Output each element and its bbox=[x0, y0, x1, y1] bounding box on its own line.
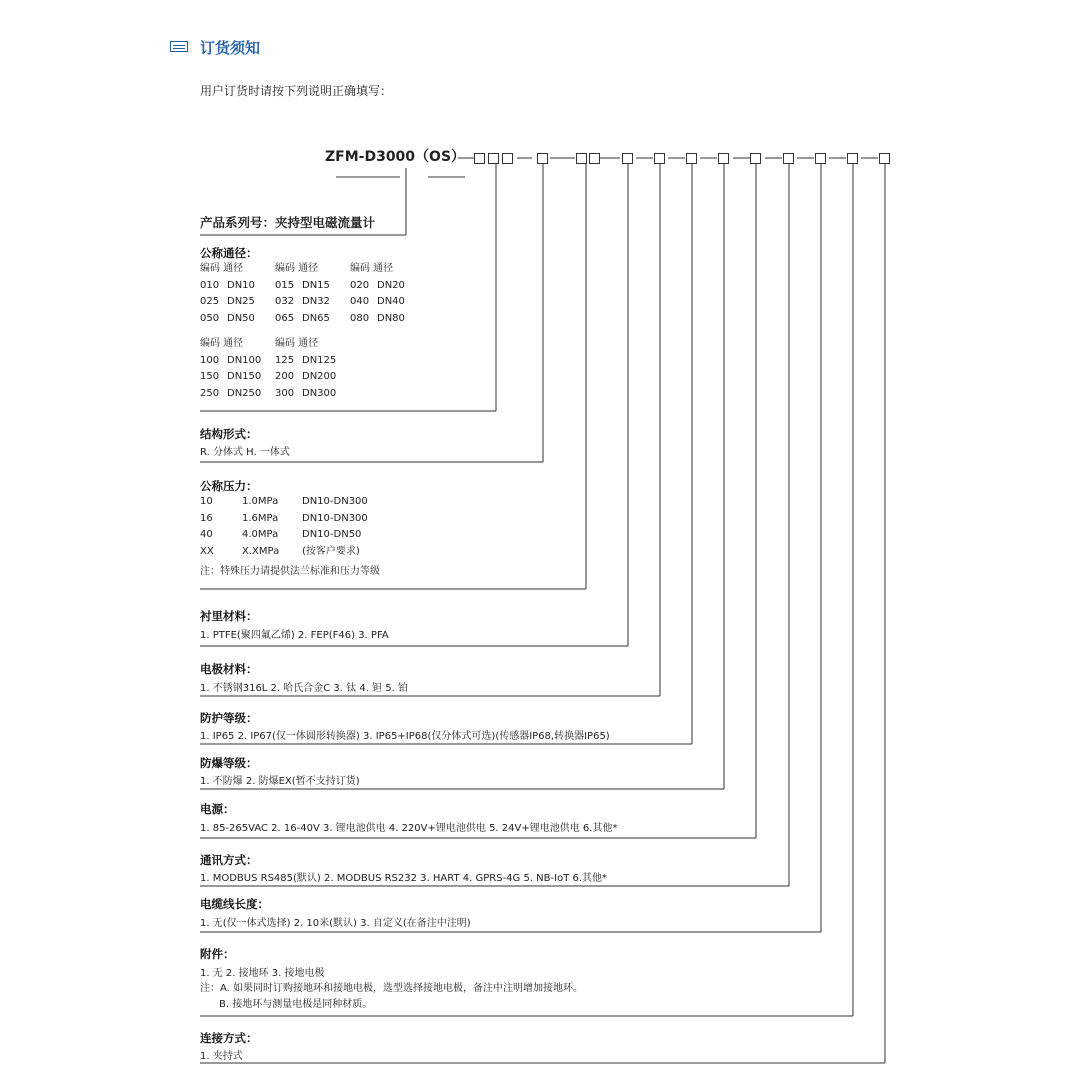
diameter-code: 025 bbox=[200, 296, 220, 307]
lining-options: 1. PTFE(聚四氟乙烯) 2. FEP(F46) 3. PFA bbox=[200, 630, 389, 641]
accessory-note-a: 注：A. 如果同时订购接地环和接地电极，选型选择接地电极，备注中注明增加接地环。 bbox=[200, 983, 584, 994]
pressure-code: 40 bbox=[200, 529, 213, 540]
connection-title: 连接方式： bbox=[200, 1031, 258, 1045]
diameter-header: 编码 通径 bbox=[200, 338, 244, 349]
diameter-value: DN15 bbox=[302, 279, 330, 291]
pressure-range: DN10-DN300 bbox=[302, 512, 368, 524]
power-options: 1. 85-265VAC 2. 16-40V 3. 锂电池供电 4. 220V+锂电池供电 5. 24V+锂电池供电 6.其他* bbox=[200, 823, 618, 834]
diameter-value: DN80 bbox=[377, 312, 405, 324]
cable-title: 电缆线长度： bbox=[200, 897, 269, 911]
diameter-value: DN300 bbox=[302, 387, 337, 399]
protection-options: 1. IP65 2. IP67(仅一体圆形转换器) 3. IP65+IP68(仅分体式可选)(传感器IP68,转换器IP65) bbox=[200, 731, 610, 742]
intro-text: 用户订货时请按下列说明正确填写： bbox=[200, 84, 393, 98]
product-series: 产品系列号：夹持型电磁流量计 bbox=[200, 215, 376, 230]
pressure-code: 16 bbox=[200, 512, 213, 524]
lining-title: 衬里材料： bbox=[200, 609, 258, 623]
diameter-value: DN100 bbox=[227, 354, 262, 366]
accessory-title: 附件： bbox=[200, 947, 235, 961]
diameter-value: DN65 bbox=[302, 312, 330, 324]
pressure-code: 10 bbox=[200, 496, 213, 507]
code-box-pressure-2 bbox=[589, 153, 600, 164]
pressure-value: 4.0MPa bbox=[242, 529, 279, 540]
code-box-protection bbox=[686, 153, 697, 164]
accessory-options: 1. 无 2. 接地环 3. 接地电极 bbox=[200, 968, 325, 979]
code-box-accessory bbox=[847, 153, 858, 164]
diameter-code: 300 bbox=[275, 387, 295, 399]
electrode-title: 电极材料： bbox=[200, 662, 258, 676]
pressure-range: DN10-DN300 bbox=[302, 496, 368, 507]
diameter-code: 050 bbox=[200, 312, 220, 324]
diameter-code: 065 bbox=[275, 312, 295, 324]
code-box-explosion bbox=[718, 153, 729, 164]
power-title: 电源： bbox=[200, 802, 235, 816]
code-box-diameter-2 bbox=[488, 153, 499, 164]
pressure-range: (按客户要求) bbox=[302, 545, 360, 557]
diameter-header: 编码 通径 bbox=[275, 338, 319, 349]
code-box-comm bbox=[783, 153, 794, 164]
diameter-header: 编码 通径 bbox=[275, 263, 319, 274]
diameter-value: DN200 bbox=[302, 371, 337, 382]
code-box-lining bbox=[622, 153, 633, 164]
diameter-code: 125 bbox=[275, 354, 295, 366]
comm-options: 1. MODBUS RS485(默认) 2. MODBUS RS232 3. HART 4. GPRS-4G 5. NB-IoT 6.其他* bbox=[200, 873, 608, 884]
explosion-options: 1. 不防爆 2. 防爆EX(暂不支持订货) bbox=[200, 776, 360, 787]
diameter-code: 250 bbox=[200, 387, 220, 399]
code-box-connection bbox=[879, 153, 890, 164]
page-title: 订货须知 bbox=[200, 39, 261, 57]
diameter-title: 公称通径： bbox=[200, 246, 258, 260]
diameter-value: DN150 bbox=[227, 371, 262, 382]
diameter-value: DN250 bbox=[227, 387, 262, 399]
diameter-code: 040 bbox=[350, 296, 370, 307]
pressure-value: X.XMPa bbox=[242, 545, 280, 557]
diameter-value: DN40 bbox=[377, 296, 405, 307]
diameter-value: DN125 bbox=[302, 354, 337, 366]
diameter-code: 015 bbox=[275, 279, 295, 291]
diameter-header: 编码 通径 bbox=[200, 263, 244, 274]
electrode-options: 1. 不锈钢316L 2. 哈氏合金C 3. 钛 4. 钽 5. 铂 bbox=[200, 683, 408, 694]
model-code: ZFM-D3000（OS） bbox=[325, 149, 466, 165]
diameter-table-1 bbox=[200, 261, 405, 327]
code-box-electrode bbox=[654, 153, 665, 164]
diameter-table-2 bbox=[200, 336, 336, 402]
pressure-value: 1.6MPa bbox=[242, 512, 279, 524]
protection-title: 防护等级： bbox=[200, 711, 258, 725]
pressure-range: DN10-DN50 bbox=[302, 529, 362, 540]
connection-options: 1. 夹持式 bbox=[200, 1051, 243, 1062]
diameter-value: DN50 bbox=[227, 312, 255, 324]
code-box-structure bbox=[537, 153, 548, 164]
pressure-note: 注：特殊压力请提供法兰标准和压力等级 bbox=[200, 566, 380, 577]
pressure-table bbox=[200, 494, 368, 560]
diameter-value: DN25 bbox=[227, 296, 255, 307]
explosion-title: 防爆等级： bbox=[200, 756, 258, 770]
pressure-code: XX bbox=[200, 545, 214, 557]
code-box-power bbox=[750, 153, 761, 164]
cable-options: 1. 无(仅一体式选择) 2. 10米(默认) 3. 自定义(在备注中注明) bbox=[200, 918, 471, 929]
diameter-value: DN10 bbox=[227, 279, 255, 291]
pressure-value: 1.0MPa bbox=[242, 496, 279, 507]
code-box-diameter-3 bbox=[502, 153, 513, 164]
diameter-code: 020 bbox=[350, 279, 370, 291]
diameter-code: 200 bbox=[275, 371, 295, 382]
diameter-value: DN20 bbox=[377, 279, 405, 291]
diameter-header: 编码 通径 bbox=[350, 263, 394, 274]
diameter-code: 010 bbox=[200, 279, 220, 291]
diameter-code: 100 bbox=[200, 354, 220, 366]
code-box-diameter-1 bbox=[474, 153, 485, 164]
code-box-cable bbox=[815, 153, 826, 164]
pressure-title: 公称压力： bbox=[200, 479, 258, 493]
diameter-code: 150 bbox=[200, 371, 220, 382]
diameter-code: 032 bbox=[275, 296, 295, 307]
code-box-pressure-1 bbox=[576, 153, 587, 164]
structure-title: 结构形式： bbox=[200, 427, 258, 441]
structure-options: R. 分体式 H. 一体式 bbox=[200, 447, 290, 458]
diameter-code: 080 bbox=[350, 312, 370, 324]
diameter-value: DN32 bbox=[302, 296, 330, 307]
accessory-note-b: B. 接地环与测量电极是同种材质。 bbox=[219, 999, 373, 1010]
comm-title: 通讯方式： bbox=[200, 853, 258, 867]
